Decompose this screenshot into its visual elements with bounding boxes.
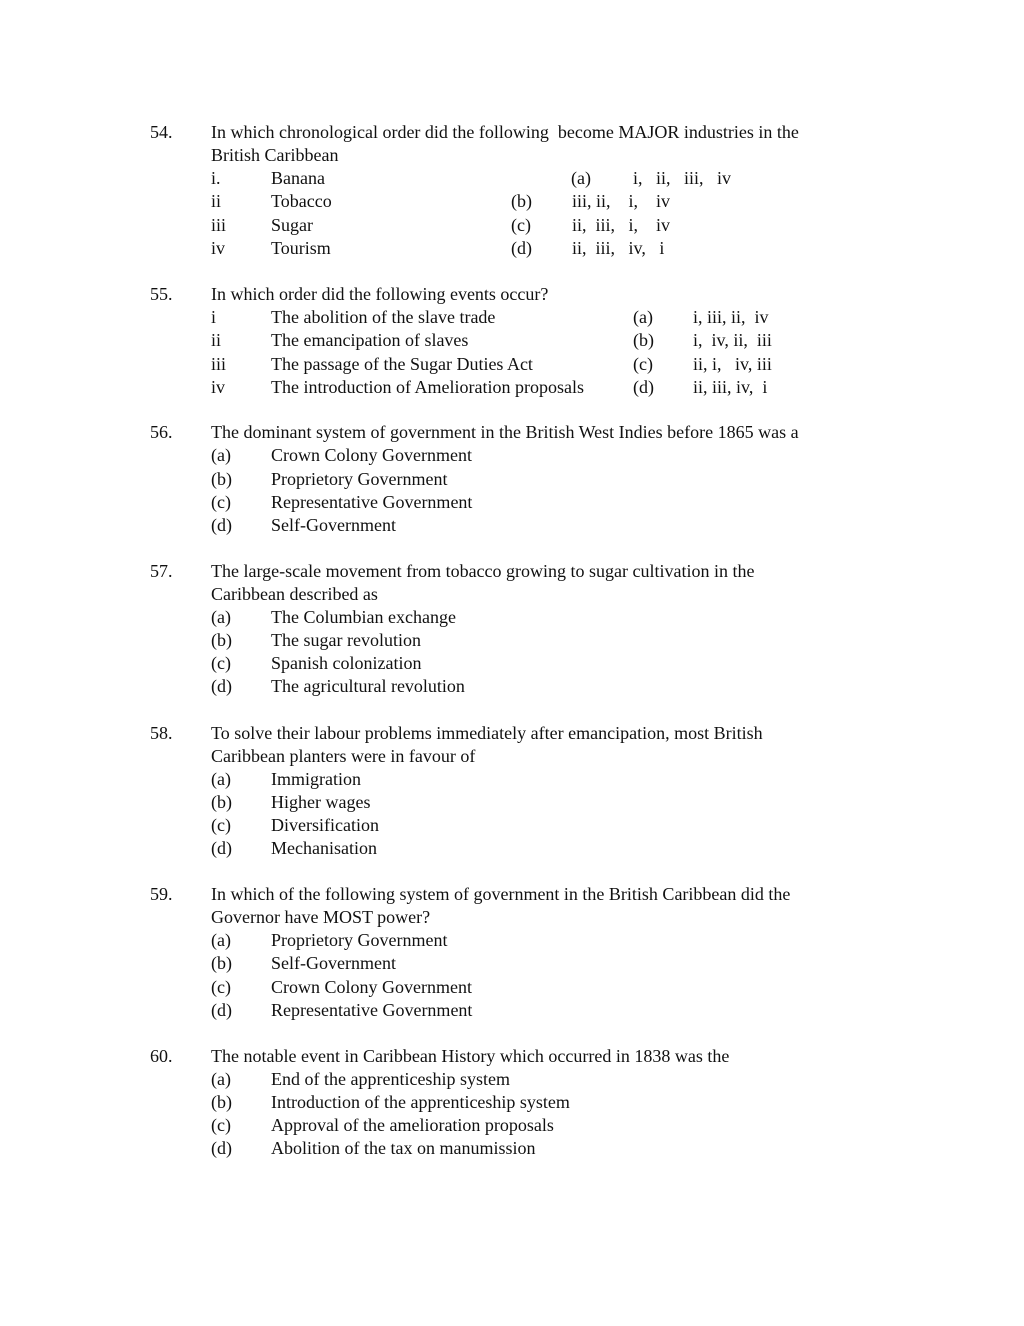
option-label: (c) (211, 492, 231, 512)
answer-value: iii, ii, i, iv (572, 191, 671, 211)
question-stem-line: In which chronological order did the following become MAJOR industries in the (211, 122, 799, 142)
option-text: Diversification (271, 815, 379, 835)
answer-label: (a) (571, 168, 591, 188)
option-label: (a) (211, 930, 231, 950)
option-text: Representative Government (271, 1000, 473, 1020)
option-text: Self-Government (271, 953, 396, 973)
option-label: (b) (211, 792, 232, 812)
option-label: (c) (211, 815, 231, 835)
item-numeral: i. (211, 168, 221, 188)
option-label: (a) (211, 445, 231, 465)
option-label: (c) (211, 653, 231, 673)
option-text: Introduction of the apprenticeship system (271, 1092, 570, 1112)
item-numeral: ii (211, 191, 222, 211)
option-label: (a) (211, 769, 231, 789)
option-label: (d) (211, 676, 232, 696)
answer-label: (d) (633, 377, 654, 397)
question-stem-line: British Caribbean (211, 145, 339, 165)
option-label: (d) (211, 1000, 232, 1020)
option-label: (d) (211, 515, 232, 535)
item-text: Tobacco (271, 191, 332, 211)
answer-label: (c) (633, 354, 653, 374)
answer-value: i, iii, ii, iv (693, 307, 769, 327)
question-number: 54. (150, 122, 173, 142)
option-label: (a) (211, 1069, 231, 1089)
option-text: The sugar revolution (271, 630, 421, 650)
option-text: Abolition of the tax on manumission (271, 1138, 536, 1158)
question-stem-line: Governor have MOST power? (211, 907, 431, 927)
answer-label: (a) (633, 307, 653, 327)
answer-value: ii, iii, i, iv (572, 215, 671, 235)
item-text: The emancipation of slaves (271, 330, 469, 350)
question-stem-line: To solve their labour problems immediately after emancipation, most British (211, 723, 763, 743)
question-stem-line: The dominant system of government in the British West Indies before 1865 was a (211, 422, 799, 442)
option-text: Approval of the amelioration proposals (271, 1115, 554, 1135)
option-text: The Columbian exchange (271, 607, 456, 627)
option-text: The agricultural revolution (271, 676, 465, 696)
answer-value: ii, iii, iv, i (693, 377, 768, 397)
option-text: Immigration (271, 769, 361, 789)
answer-label: (b) (511, 191, 532, 211)
item-numeral: ii (211, 330, 222, 350)
option-label: (c) (211, 1115, 231, 1135)
item-numeral: i (211, 307, 217, 327)
item-numeral: iii (211, 354, 227, 374)
item-text: Sugar (271, 215, 313, 235)
option-text: Crown Colony Government (271, 977, 472, 997)
answer-value: i, ii, iii, iv (633, 168, 732, 188)
answer-label: (d) (511, 238, 532, 258)
option-text: Spanish colonization (271, 653, 422, 673)
option-text: Self-Government (271, 515, 396, 535)
question-stem-line: In which of the following system of government in the British Caribbean did the (211, 884, 791, 904)
item-text: The abolition of the slave trade (271, 307, 496, 327)
item-numeral: iii (211, 215, 227, 235)
question-number: 57. (150, 561, 173, 581)
item-numeral: iv (211, 377, 226, 397)
item-text: Banana (271, 168, 325, 188)
option-text: Crown Colony Government (271, 445, 472, 465)
question-number: 60. (150, 1046, 173, 1066)
option-label: (b) (211, 630, 232, 650)
question-stem-line: The notable event in Caribbean History which occurred in 1838 was the (211, 1046, 730, 1066)
option-label: (d) (211, 1138, 232, 1158)
option-text: Proprietory Government (271, 930, 448, 950)
option-label: (c) (211, 977, 231, 997)
question-number: 59. (150, 884, 173, 904)
question-stem-line: In which order did the following events occur? (211, 284, 549, 304)
option-text: Proprietory Government (271, 469, 448, 489)
option-label: (b) (211, 953, 232, 973)
question-stem-line: The large-scale movement from tobacco growing to sugar cultivation in the (211, 561, 755, 581)
answer-label: (c) (511, 215, 531, 235)
option-label: (d) (211, 838, 232, 858)
item-text: The introduction of Amelioration proposals (271, 377, 584, 397)
item-text: Tourism (271, 238, 331, 258)
question-stem-line: Caribbean planters were in favour of (211, 746, 476, 766)
option-text: Representative Government (271, 492, 473, 512)
option-text: Higher wages (271, 792, 371, 812)
question-number: 56. (150, 422, 173, 442)
item-numeral: iv (211, 238, 226, 258)
question-stem-line: Caribbean described as (211, 584, 378, 604)
option-label: (a) (211, 607, 231, 627)
answer-label: (b) (633, 330, 654, 350)
option-text: End of the apprenticeship system (271, 1069, 510, 1089)
option-label: (b) (211, 469, 232, 489)
option-text: Mechanisation (271, 838, 377, 858)
answer-value: ii, i, iv, iii (693, 354, 772, 374)
answer-value: ii, iii, iv, i (572, 238, 665, 258)
answer-value: i, iv, ii, iii (693, 330, 772, 350)
option-label: (b) (211, 1092, 232, 1112)
question-number: 58. (150, 723, 173, 743)
question-number: 55. (150, 284, 173, 304)
item-text: The passage of the Sugar Duties Act (271, 354, 533, 374)
